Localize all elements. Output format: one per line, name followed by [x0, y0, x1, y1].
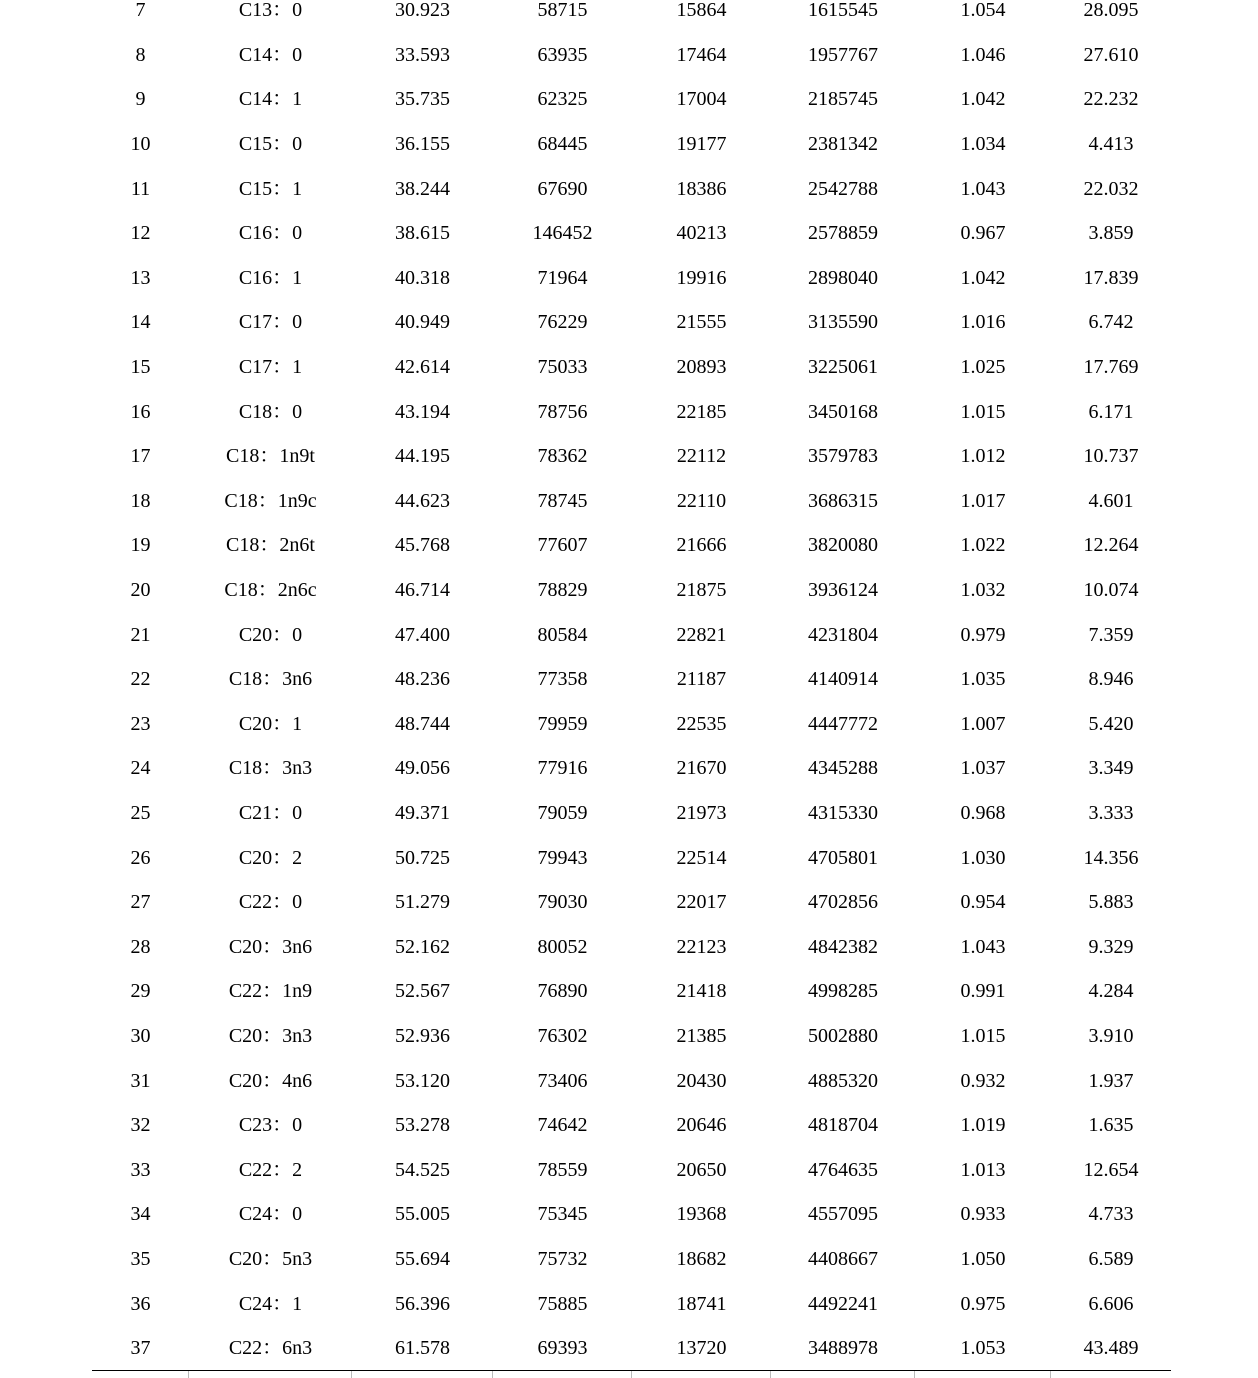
resolution-cell: 3.910 [1088, 1024, 1134, 1047]
peak-area-cell: 2542788 [808, 177, 878, 200]
retention-time-cell: 55.694 [395, 1247, 450, 1270]
tailing-factor-cell: 1.019 [960, 1114, 1006, 1137]
retention-time-cell: 43.194 [395, 400, 450, 423]
compound-cell: C20：1 [238, 712, 303, 735]
compound-cell: C20：3n6 [228, 935, 313, 958]
resolution-cell: 8.946 [1088, 668, 1134, 691]
peak-height-cell: 67690 [537, 177, 588, 200]
compound-cell: C20：4n6 [228, 1069, 313, 1092]
peak-area-cell: 1615545 [808, 0, 878, 22]
tailing-factor-cell: 0.979 [960, 623, 1006, 646]
table-row [92, 300, 1171, 345]
table-row [92, 434, 1171, 479]
table-row [92, 746, 1171, 791]
table-row [92, 1103, 1171, 1148]
retention-time-cell: 48.236 [395, 668, 450, 691]
compound-cell: C18：2n6t [226, 534, 315, 557]
resolution-cell: 12.654 [1083, 1158, 1139, 1181]
peak-area-cell: 2578859 [808, 222, 878, 245]
index-cell: 12 [130, 222, 151, 245]
index-cell: 10 [130, 133, 151, 156]
retention-time-cell: 52.936 [395, 1024, 450, 1047]
tailing-factor-cell: 1.054 [960, 0, 1006, 22]
peak-width-cell: 20430 [676, 1069, 727, 1092]
tailing-factor-cell: 1.022 [960, 534, 1006, 557]
compound-cell: C20：0 [238, 623, 303, 646]
peak-width-cell: 21875 [676, 579, 727, 602]
peak-area-cell: 4557095 [808, 1203, 878, 1226]
peak-height-cell: 79943 [537, 846, 588, 869]
tailing-factor-cell: 1.050 [960, 1247, 1006, 1270]
index-cell: 25 [130, 801, 151, 824]
peak-width-cell: 18386 [676, 177, 727, 200]
resolution-cell: 6.606 [1088, 1292, 1134, 1315]
retention-time-cell: 46.714 [395, 579, 450, 602]
resolution-cell: 1.937 [1088, 1069, 1134, 1092]
index-cell: 14 [130, 311, 151, 334]
table-row [92, 211, 1171, 256]
peak-width-cell: 22123 [676, 935, 727, 958]
peak-height-cell: 68445 [537, 133, 588, 156]
table-row [92, 657, 1171, 702]
table-row [92, 479, 1171, 524]
retention-time-cell: 55.005 [395, 1203, 450, 1226]
peak-width-cell: 22535 [676, 712, 727, 735]
resolution-cell: 4.733 [1088, 1203, 1134, 1226]
peak-height-cell: 77358 [537, 668, 588, 691]
compound-cell: C20：2 [238, 846, 303, 869]
peak-area-cell: 4998285 [808, 980, 878, 1003]
peak-area-cell: 2381342 [808, 133, 878, 156]
peak-height-cell: 71964 [537, 266, 588, 289]
peak-area-cell: 4408667 [808, 1247, 878, 1270]
retention-time-cell: 48.744 [395, 712, 450, 735]
tailing-factor-cell: 1.035 [960, 668, 1006, 691]
tailing-factor-cell: 1.013 [960, 1158, 1006, 1181]
compound-cell: C15：1 [238, 177, 303, 200]
resolution-cell: 4.284 [1088, 980, 1134, 1003]
peak-width-cell: 21555 [676, 311, 727, 334]
table-row [92, 0, 1171, 33]
tailing-factor-cell: 0.975 [960, 1292, 1006, 1315]
compound-cell: C15：0 [238, 133, 303, 156]
peak-area-cell: 4885320 [808, 1069, 878, 1092]
index-cell: 36 [130, 1292, 151, 1315]
compound-cell: C22：0 [238, 891, 303, 914]
retention-time-cell: 53.278 [395, 1114, 450, 1137]
peak-width-cell: 19916 [676, 266, 727, 289]
tailing-factor-cell: 1.007 [960, 712, 1006, 735]
compound-cell: C17：0 [238, 311, 303, 334]
tailing-factor-cell: 1.030 [960, 846, 1006, 869]
resolution-cell: 4.413 [1088, 133, 1134, 156]
peak-height-cell: 75885 [537, 1292, 588, 1315]
peak-area-cell: 1957767 [808, 43, 878, 66]
resolution-cell: 3.333 [1088, 801, 1134, 824]
retention-time-cell: 52.162 [395, 935, 450, 958]
index-cell: 23 [130, 712, 151, 735]
compound-cell: C18：1n9c [224, 489, 317, 512]
peak-area-cell: 3450168 [808, 400, 878, 423]
compound-cell: C22：1n9 [228, 980, 313, 1003]
compound-cell: C17：1 [238, 356, 303, 379]
peak-area-cell: 4842382 [808, 935, 878, 958]
index-cell: 32 [130, 1114, 151, 1137]
peak-height-cell: 78362 [537, 445, 588, 468]
tailing-factor-cell: 0.967 [960, 222, 1006, 245]
peak-height-cell: 79959 [537, 712, 588, 735]
peak-width-cell: 21670 [676, 757, 727, 780]
resolution-cell: 3.859 [1088, 222, 1134, 245]
resolution-cell: 22.232 [1083, 88, 1139, 111]
table-row [92, 33, 1171, 78]
table-row [92, 166, 1171, 211]
peak-width-cell: 20650 [676, 1158, 727, 1181]
retention-time-cell: 44.195 [395, 445, 450, 468]
peak-height-cell: 78756 [537, 400, 588, 423]
peak-width-cell: 21187 [676, 668, 727, 691]
compound-cell: C16：1 [238, 266, 303, 289]
table-row [92, 612, 1171, 657]
resolution-cell: 14.356 [1083, 846, 1139, 869]
peak-height-cell: 62325 [537, 88, 588, 111]
index-cell: 24 [130, 757, 151, 780]
peak-width-cell: 20646 [676, 1114, 727, 1137]
resolution-cell: 5.883 [1088, 891, 1134, 914]
table-row [92, 924, 1171, 969]
peak-height-cell: 73406 [537, 1069, 588, 1092]
compound-cell: C18：3n6 [228, 668, 313, 691]
peak-width-cell: 40213 [676, 222, 727, 245]
table-row [92, 1192, 1171, 1237]
resolution-cell: 17.839 [1083, 266, 1139, 289]
index-cell: 18 [130, 489, 151, 512]
tailing-factor-cell: 0.968 [960, 801, 1006, 824]
resolution-cell: 10.737 [1083, 445, 1139, 468]
peak-width-cell: 21385 [676, 1024, 727, 1047]
peak-width-cell: 21973 [676, 801, 727, 824]
index-cell: 26 [130, 846, 151, 869]
index-cell: 31 [130, 1069, 151, 1092]
retention-time-cell: 52.567 [395, 980, 450, 1003]
peak-width-cell: 21666 [676, 534, 727, 557]
compound-cell: C18：2n6c [224, 579, 317, 602]
peak-height-cell: 77916 [537, 757, 588, 780]
index-cell: 20 [130, 579, 151, 602]
peak-area-cell: 3936124 [808, 579, 878, 602]
tailing-factor-cell: 0.933 [960, 1203, 1006, 1226]
resolution-cell: 10.074 [1083, 579, 1139, 602]
tailing-factor-cell: 1.017 [960, 489, 1006, 512]
tailing-factor-cell: 1.043 [960, 177, 1006, 200]
index-cell: 19 [130, 534, 151, 557]
index-cell: 21 [130, 623, 151, 646]
index-cell: 28 [130, 935, 151, 958]
tailing-factor-cell: 1.025 [960, 356, 1006, 379]
index-cell: 27 [130, 891, 151, 914]
resolution-cell: 22.032 [1083, 177, 1139, 200]
retention-time-cell: 61.578 [352, 1326, 493, 1371]
tailing-factor-cell: 1.015 [960, 1024, 1006, 1047]
peak-area-cell: 4492241 [808, 1292, 878, 1315]
compound-cell: C16：0 [238, 222, 303, 245]
index-cell: 22 [130, 668, 151, 691]
peak-width-cell: 17004 [676, 88, 727, 111]
peak-height-cell: 78745 [537, 489, 588, 512]
peak-area-cell: 3135590 [808, 311, 878, 334]
peak-area-cell: 4345288 [808, 757, 878, 780]
tailing-factor-cell: 1.015 [960, 400, 1006, 423]
retention-time-cell: 30.923 [395, 0, 450, 22]
peak-area-cell: 2898040 [808, 266, 878, 289]
index-cell: 35 [130, 1247, 151, 1270]
resolution-cell: 12.264 [1083, 534, 1139, 557]
tailing-factor-cell: 1.043 [960, 935, 1006, 958]
retention-time-cell: 49.056 [395, 757, 450, 780]
table-row [92, 880, 1171, 925]
compound-cell: C20：5n3 [228, 1247, 313, 1270]
peak-area-cell: 4705801 [808, 846, 878, 869]
peak-width-cell: 21418 [676, 980, 727, 1003]
compound-cell: C22：6n3 [189, 1326, 352, 1371]
table-row [92, 835, 1171, 880]
index-cell: 37 [92, 1326, 189, 1371]
retention-time-cell: 47.400 [395, 623, 450, 646]
table-row [92, 1147, 1171, 1192]
compound-cell: C13：0 [238, 0, 303, 22]
peak-width-cell: 15864 [676, 0, 727, 22]
peak-width-cell: 22185 [676, 400, 727, 423]
peak-height-cell: 74642 [537, 1114, 588, 1137]
peak-height-cell: 63935 [537, 43, 588, 66]
index-cell: 16 [130, 400, 151, 423]
tailing-factor-cell: 1.032 [960, 579, 1006, 602]
table-row [92, 523, 1171, 568]
retention-time-cell: 42.614 [395, 356, 450, 379]
peak-width-cell: 17464 [676, 43, 727, 66]
peak-width-cell: 20893 [676, 356, 727, 379]
tailing-factor-cell: 1.042 [960, 88, 1006, 111]
resolution-cell: 3.349 [1088, 757, 1134, 780]
peak-area-cell: 4315330 [808, 801, 878, 824]
tailing-factor-cell: 1.034 [960, 133, 1006, 156]
peak-width-cell: 19177 [676, 133, 727, 156]
tailing-factor-cell: 1.042 [960, 266, 1006, 289]
compound-cell: C21：0 [238, 801, 303, 824]
fatty-acid-table [92, 0, 1171, 1371]
retention-time-cell: 36.155 [395, 133, 450, 156]
index-cell: 8 [135, 43, 146, 66]
resolution-cell: 1.635 [1088, 1114, 1134, 1137]
resolution-cell: 43.489 [1051, 1326, 1171, 1371]
resolution-cell: 28.095 [1083, 0, 1139, 22]
resolution-cell: 6.742 [1088, 311, 1134, 334]
peak-area-cell: 4140914 [808, 668, 878, 691]
resolution-cell: 7.359 [1088, 623, 1134, 646]
tailing-factor-cell: 1.046 [960, 43, 1006, 66]
resolution-cell: 27.610 [1083, 43, 1139, 66]
peak-height-cell: 75345 [537, 1203, 588, 1226]
retention-time-cell: 56.396 [395, 1292, 450, 1315]
table-row [92, 256, 1171, 301]
peak-width-cell: 13720 [632, 1326, 771, 1371]
resolution-cell: 6.171 [1088, 400, 1134, 423]
table-row [92, 702, 1171, 747]
tailing-factor-cell: 1.012 [960, 445, 1006, 468]
resolution-cell: 5.420 [1088, 712, 1134, 735]
retention-time-cell: 44.623 [395, 489, 450, 512]
peak-width-cell: 18682 [676, 1247, 727, 1270]
table-row [92, 1014, 1171, 1059]
peak-height-cell: 80584 [537, 623, 588, 646]
compound-cell: C18：0 [238, 400, 303, 423]
compound-cell: C22：2 [238, 1158, 303, 1181]
index-cell: 11 [130, 177, 151, 200]
peak-width-cell: 22110 [676, 489, 727, 512]
peak-area-cell: 3488978 [771, 1326, 915, 1371]
retention-time-cell: 38.244 [395, 177, 450, 200]
retention-time-cell: 38.615 [395, 222, 450, 245]
peak-height-cell: 69393 [493, 1326, 632, 1371]
tailing-factor-cell: 1.053 [915, 1326, 1051, 1371]
peak-width-cell: 18741 [676, 1292, 727, 1315]
peak-area-cell: 2185745 [808, 88, 878, 111]
peak-area-cell: 4231804 [808, 623, 878, 646]
retention-time-cell: 50.725 [395, 846, 450, 869]
peak-height-cell: 78829 [537, 579, 588, 602]
peak-height-cell: 76229 [537, 311, 588, 334]
peak-height-cell: 76302 [537, 1024, 588, 1047]
compound-cell: C23：0 [238, 1114, 303, 1137]
table-row [92, 77, 1171, 122]
table-row [92, 1237, 1171, 1282]
compound-cell: C18：3n3 [228, 757, 313, 780]
resolution-cell: 4.601 [1088, 489, 1134, 512]
tailing-factor-cell: 0.954 [960, 891, 1006, 914]
peak-height-cell: 58715 [537, 0, 588, 22]
table-row [92, 389, 1171, 434]
retention-time-cell: 40.949 [395, 311, 450, 334]
peak-height-cell: 76890 [537, 980, 588, 1003]
index-cell: 7 [135, 0, 146, 22]
peak-width-cell: 22017 [676, 891, 727, 914]
peak-width-cell: 19368 [676, 1203, 727, 1226]
index-cell: 29 [130, 980, 151, 1003]
retention-time-cell: 35.735 [395, 88, 450, 111]
tailing-factor-cell: 1.016 [960, 311, 1006, 334]
index-cell: 30 [130, 1024, 151, 1047]
index-cell: 34 [130, 1203, 151, 1226]
tailing-factor-cell: 0.991 [960, 980, 1006, 1003]
peak-height-cell: 78559 [537, 1158, 588, 1181]
retention-time-cell: 51.279 [395, 891, 450, 914]
peak-area-cell: 4764635 [808, 1158, 878, 1181]
peak-area-cell: 4818704 [808, 1114, 878, 1137]
peak-area-cell: 4702856 [808, 891, 878, 914]
index-cell: 33 [130, 1158, 151, 1181]
retention-time-cell: 45.768 [395, 534, 450, 557]
compound-cell: C14：0 [238, 43, 303, 66]
index-cell: 13 [130, 266, 151, 289]
peak-width-cell: 22821 [676, 623, 727, 646]
peak-width-cell: 22112 [676, 445, 727, 468]
compound-cell: C14：1 [238, 88, 303, 111]
peak-area-cell: 3686315 [808, 489, 878, 512]
peak-area-cell: 4447772 [808, 712, 878, 735]
peak-area-cell: 3225061 [808, 356, 878, 379]
index-cell: 17 [130, 445, 151, 468]
data-table-container [92, 0, 1171, 1371]
peak-area-cell: 5002880 [808, 1024, 878, 1047]
tailing-factor-cell: 0.932 [960, 1069, 1006, 1092]
retention-time-cell: 33.593 [395, 43, 450, 66]
peak-width-cell: 22514 [676, 846, 727, 869]
peak-height-cell: 75033 [537, 356, 588, 379]
compound-cell: C20：3n3 [228, 1024, 313, 1047]
retention-time-cell: 40.318 [395, 266, 450, 289]
peak-height-cell: 75732 [537, 1247, 588, 1270]
retention-time-cell: 54.525 [395, 1158, 450, 1181]
resolution-cell: 17.769 [1083, 356, 1139, 379]
table-row [92, 1058, 1171, 1103]
table-row [92, 122, 1171, 167]
table-row [92, 1326, 1171, 1371]
table-row [92, 345, 1171, 390]
table-row [92, 1281, 1171, 1326]
resolution-cell: 9.329 [1088, 935, 1134, 958]
table-row [92, 568, 1171, 613]
compound-cell: C24：0 [238, 1203, 303, 1226]
peak-height-cell: 146452 [532, 222, 593, 245]
compound-cell: C24：1 [238, 1292, 303, 1315]
peak-height-cell: 79030 [537, 891, 588, 914]
index-cell: 15 [130, 356, 151, 379]
table-body [92, 0, 1171, 1371]
peak-area-cell: 3579783 [808, 445, 878, 468]
peak-height-cell: 80052 [537, 935, 588, 958]
table-row [92, 791, 1171, 836]
peak-height-cell: 77607 [537, 534, 588, 557]
compound-cell: C18：1n9t [226, 445, 315, 468]
index-cell: 9 [135, 88, 146, 111]
retention-time-cell: 53.120 [395, 1069, 450, 1092]
tailing-factor-cell: 1.037 [960, 757, 1006, 780]
peak-area-cell: 3820080 [808, 534, 878, 557]
resolution-cell: 6.589 [1088, 1247, 1134, 1270]
peak-height-cell: 79059 [537, 801, 588, 824]
retention-time-cell: 49.371 [395, 801, 450, 824]
table-row [92, 969, 1171, 1014]
